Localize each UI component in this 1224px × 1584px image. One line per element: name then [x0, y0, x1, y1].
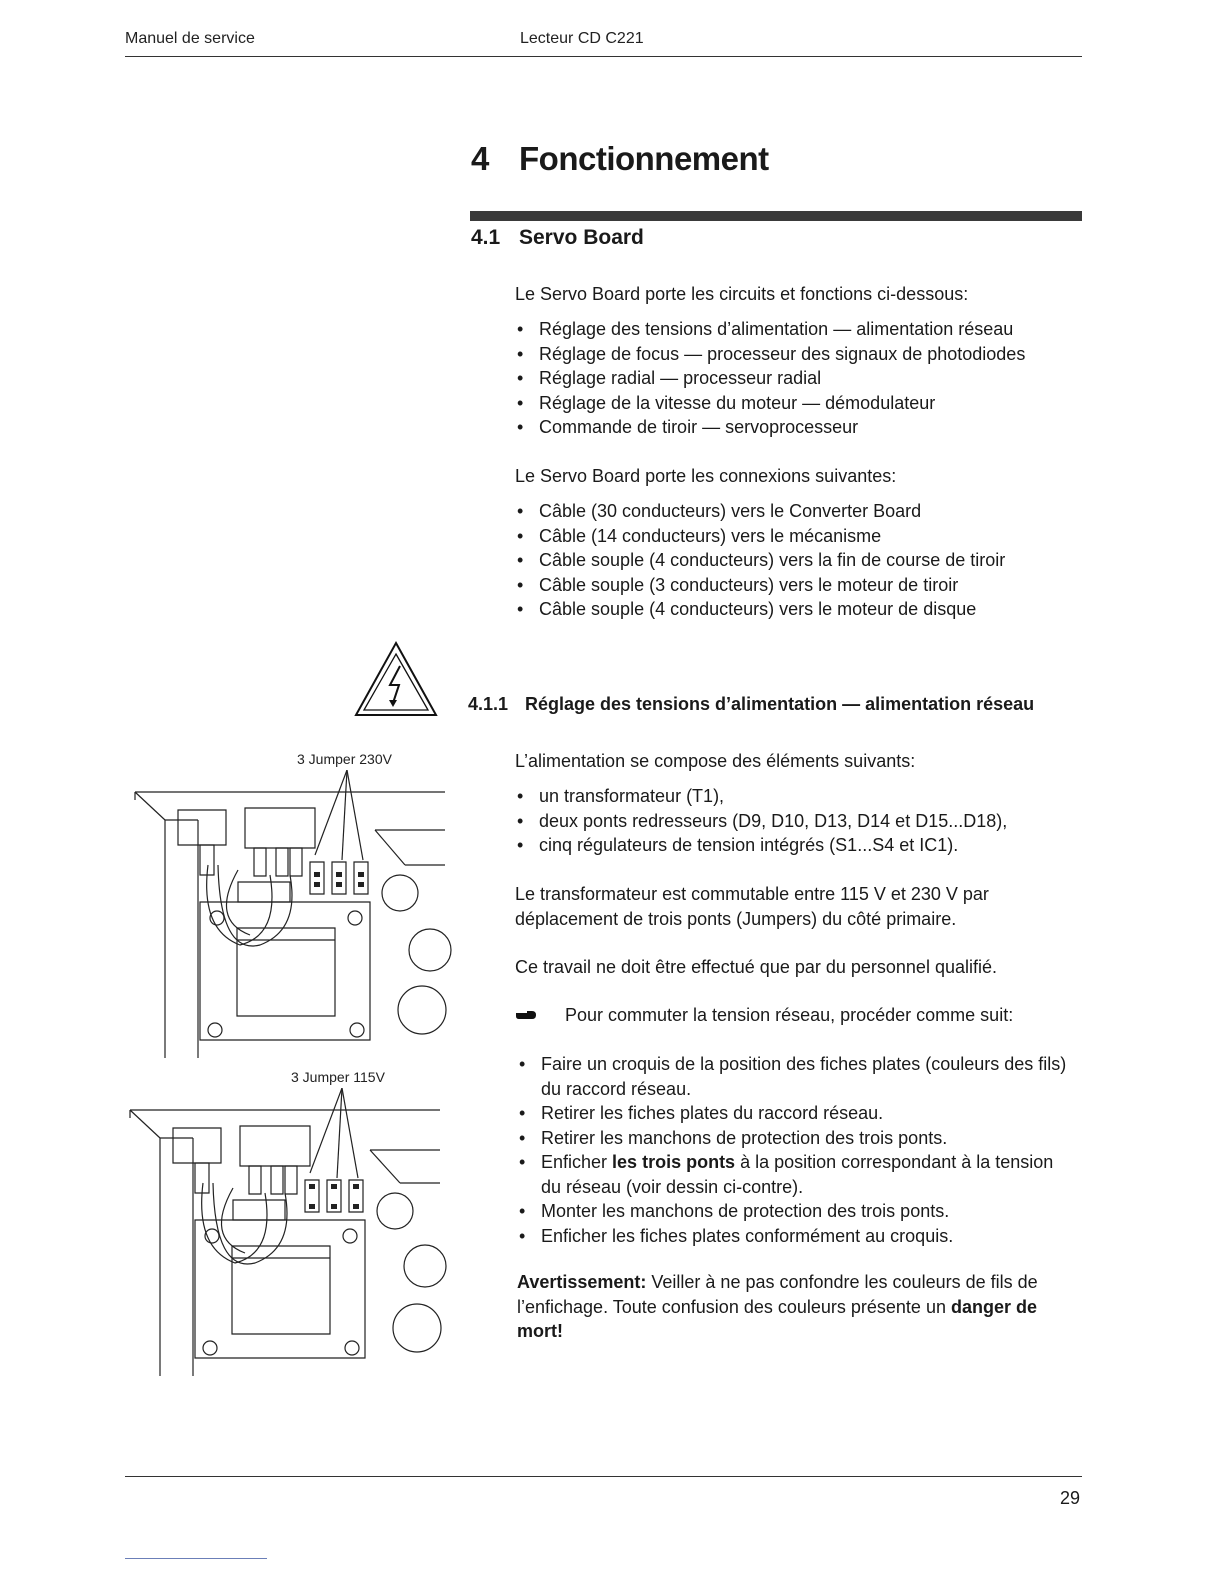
section-number: 4.1	[471, 226, 501, 249]
list-item: • Commande de tiroir — servoprocesseur	[515, 415, 1075, 440]
intro-connections: Le Servo Board porte les connexions suivantes:	[515, 466, 897, 486]
list-item: • Monter les manchons de protection des trois ponts.	[517, 1199, 1077, 1224]
list-item: • Réglage radial — processeur radial	[515, 366, 1075, 391]
list-item: • Réglage des tensions d’alimentation — alimentation réseau	[515, 317, 1075, 342]
warning-emphasis: danger de mort!	[517, 1296, 1037, 1341]
procedure-intro-text: Pour commuter la tension réseau, procéder comme suit:	[565, 1005, 1014, 1025]
intro-circuits: Le Servo Board porte les circuits et fonctions ci-dessous:	[515, 284, 969, 304]
pointing-hand-icon	[515, 1005, 565, 1030]
jumper-115v-diagram	[125, 1088, 455, 1378]
list-item: • Retirer les manchons de protection des trois ponts.	[517, 1126, 1077, 1151]
procedure-intro	[515, 1003, 1013, 1030]
steps-list	[517, 1052, 1077, 1248]
warning-label: Avertissement:	[517, 1272, 647, 1292]
footer-rule	[125, 1476, 1082, 1477]
diagram-bottom-label: 3 Jumper 115V	[291, 1069, 385, 1085]
chapter-heading	[471, 140, 769, 178]
list-item: • cinq régulateurs de tension intégrés (S1...S4 et IC1).	[515, 833, 1075, 858]
list-item: • Câble souple (4 conducteurs) vers le moteur de disque	[515, 597, 1075, 622]
jumper-230v-diagram	[130, 770, 460, 1060]
page-number: 29	[1060, 1488, 1081, 1508]
header-rule	[125, 56, 1082, 57]
footer-mark	[125, 1558, 267, 1559]
diagram-top-label: 3 Jumper 230V	[297, 751, 392, 767]
section-title: Servo Board	[519, 226, 644, 249]
transformer-paragraph: Le transformateur est commutable entre 115 V et 230 V par déplacement de trois ponts (Jumpers) du côté primaire.	[515, 884, 989, 929]
header-left: Manuel de service	[125, 30, 255, 47]
qualified-paragraph: Ce travail ne doit être effectué que par du personnel qualifié.	[515, 957, 997, 977]
list-item: • Réglage de la vitesse du moteur — démodulateur	[515, 391, 1075, 416]
list-item: • un transformateur (T1),	[515, 784, 1075, 809]
list-item: • Câble souple (3 conducteurs) vers le moteur de tiroir	[515, 573, 1075, 598]
subsection-heading	[468, 694, 1034, 715]
chapter-title: Fonctionnement	[519, 140, 769, 177]
header-center: Lecteur CD C221	[520, 30, 644, 47]
step-text: Enficher	[541, 1152, 613, 1172]
warning-paragraph	[517, 1270, 1082, 1344]
subsection-number: 4.1.1	[468, 694, 509, 714]
connections-list	[515, 499, 1075, 622]
list-item: • Câble souple (4 conducteurs) vers la fin de course de tiroir	[515, 548, 1075, 573]
chapter-number: 4	[471, 140, 489, 177]
list-item: • Retirer les fiches plates du raccord réseau.	[517, 1101, 1077, 1126]
list-item: • Réglage de focus — processeur des signaux de photodiodes	[515, 342, 1075, 367]
subsection-title: Réglage des tensions d’alimentation — alimentation réseau	[525, 694, 1035, 714]
list-item: • Faire un croquis de la position des fiches plates (couleurs des fils) du raccord réseau.	[517, 1052, 1077, 1101]
step-text: à la position correspondant à la tension du réseau (voir dessin ci-contre).	[541, 1152, 1054, 1197]
list-item: • deux ponts redresseurs (D9, D10, D13, D14 et D15...D18),	[515, 809, 1075, 834]
section-bar	[470, 211, 1082, 221]
step-emphasis: les trois ponts	[612, 1152, 736, 1172]
list-item: • Câble (30 conducteurs) vers le Converter Board	[515, 499, 1075, 524]
list-item	[517, 1150, 1077, 1199]
supply-intro: L’alimentation se compose des éléments suivants:	[515, 751, 916, 771]
list-item: • Câble (14 conducteurs) vers le mécanisme	[515, 524, 1075, 549]
high-voltage-warning-icon	[353, 640, 439, 718]
section-heading	[471, 226, 644, 250]
warning-text: Veiller à ne pas confondre les couleurs de fils de l’enfichage. Toute confusion des couleurs présente un	[517, 1272, 1038, 1317]
list-item: • Enficher les fiches plates conformément au croquis.	[517, 1224, 1077, 1249]
supply-list	[515, 784, 1075, 858]
functions-list	[515, 317, 1075, 440]
